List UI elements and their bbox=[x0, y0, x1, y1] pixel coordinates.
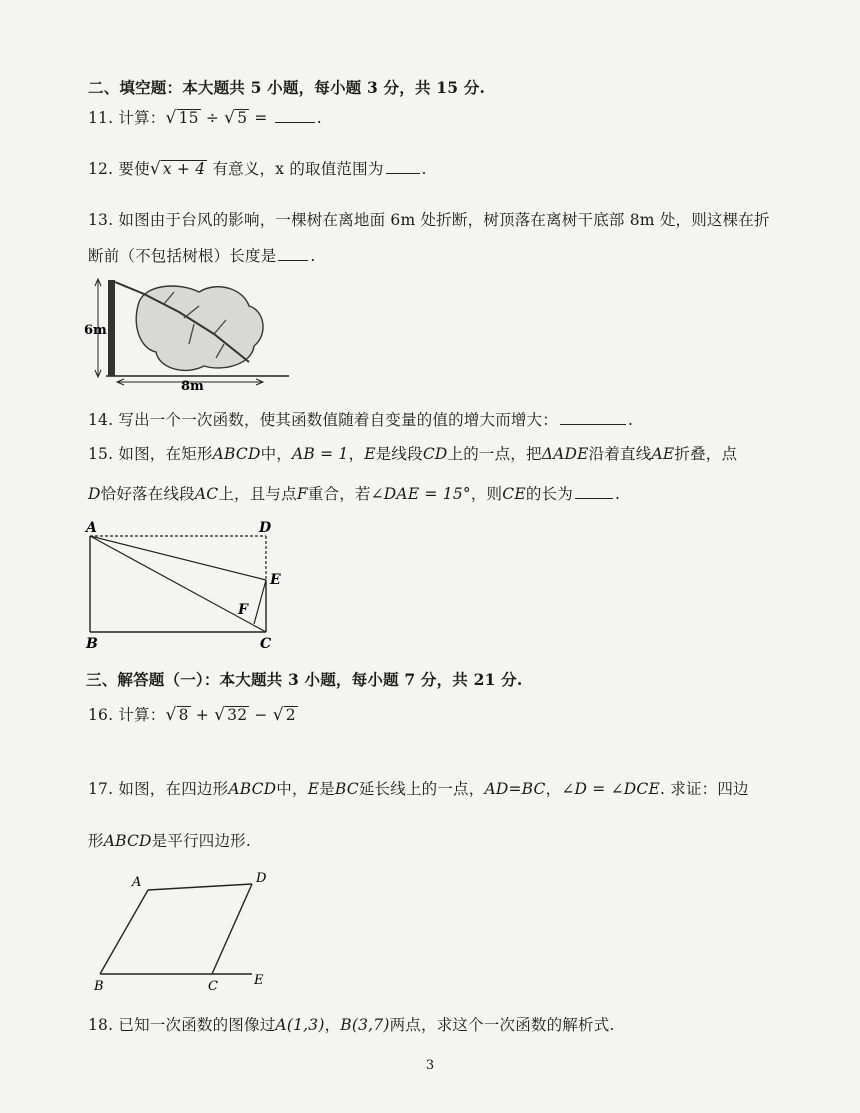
question-number: 18. bbox=[88, 1016, 114, 1034]
page-number: 3 bbox=[425, 1058, 435, 1073]
question-number: 12. bbox=[88, 160, 114, 178]
question-17-line1: 17. 如图，在四边形ABCD中，E是BC延长线上的一点，AD=BC，∠D = ∠DCE. 求证：四边 bbox=[88, 780, 749, 798]
equals: = bbox=[254, 109, 268, 127]
question-number: 11. bbox=[88, 109, 114, 127]
question-text: 断前（不包括树根）长度是 bbox=[88, 247, 277, 265]
answer-blank[interactable] bbox=[560, 423, 626, 425]
question-12 bbox=[88, 157, 427, 179]
side-AD bbox=[148, 884, 252, 890]
question-number: 16. bbox=[88, 706, 114, 724]
radicand: x + 4 bbox=[162, 160, 206, 178]
side-DC bbox=[212, 884, 252, 974]
answer-blank[interactable] bbox=[575, 497, 613, 499]
period: . bbox=[316, 109, 322, 127]
rectangle-fold-figure bbox=[84, 518, 284, 650]
sqrt-symbol: √ bbox=[224, 108, 236, 128]
question-text: 如图由于台风的影响，一棵树在离地面 6m 处折断，树顶落在离树干底部 8m 处，则这棵在折 bbox=[118, 211, 770, 229]
question-16: 16. 计算：√ 8 + √ 32 − √ 2 bbox=[88, 705, 296, 725]
question-14 bbox=[88, 408, 633, 430]
section-heading-solution: 三、解答题（一）：本大题共 3 小题，每小题 7 分，共 21 分. bbox=[86, 670, 523, 689]
answer-blank[interactable] bbox=[278, 259, 308, 261]
label-E: E bbox=[270, 572, 281, 588]
section-heading-fill-in: 二、填空题：本大题共 5 小题，每小题 3 分，共 15 分. bbox=[88, 78, 486, 97]
label-E: E bbox=[254, 973, 264, 988]
label-B: B bbox=[94, 979, 104, 994]
question-prefix: 要使 bbox=[118, 160, 150, 178]
base-label: 8m bbox=[181, 379, 204, 392]
period: . bbox=[421, 160, 427, 178]
label-D: D bbox=[256, 871, 267, 886]
tree-trunk bbox=[108, 280, 115, 376]
operator: ÷ bbox=[205, 109, 220, 127]
height-label: 6m bbox=[84, 323, 107, 338]
question-prefix: 计算： bbox=[118, 109, 166, 127]
radicand: 5 bbox=[237, 109, 248, 127]
question-number: 15. bbox=[88, 445, 114, 463]
question-18: 18. 已知一次函数的图像过A(1,3)，B(3,7)两点，求这个一次函数的解析式. bbox=[88, 1016, 615, 1034]
quadrilateral-figure bbox=[90, 866, 280, 996]
question-text: 写出一个一次函数，使其函数值随着自变量的值的增大而增大： bbox=[118, 411, 559, 429]
radicand: 15 bbox=[178, 109, 199, 127]
period: . bbox=[310, 247, 316, 265]
sqrt-symbol: √ bbox=[165, 108, 177, 128]
question-13-line2 bbox=[88, 244, 316, 266]
label-A: A bbox=[132, 875, 142, 890]
question-15-line2: D恰好落在线段AC上，且与点F重合，若∠DAE = 15°，则CE的长为 . bbox=[88, 485, 621, 503]
sqrt-symbol: √ bbox=[149, 159, 161, 179]
label-C: C bbox=[208, 979, 218, 994]
question-15-line1: 15. 如图，在矩形ABCD中，AB = 1，E是线段CD上的一点，把ΔADE沿着直线AE折叠，点 bbox=[88, 445, 738, 463]
line-EF bbox=[254, 580, 266, 624]
answer-blank[interactable] bbox=[386, 172, 420, 174]
tree-figure bbox=[84, 272, 294, 392]
period: . bbox=[614, 485, 621, 503]
period: . bbox=[628, 411, 634, 429]
question-number: 17. bbox=[88, 780, 114, 798]
label-B: B bbox=[86, 636, 98, 650]
label-C: C bbox=[260, 636, 272, 650]
answer-blank[interactable] bbox=[275, 121, 315, 123]
label-A: A bbox=[86, 520, 97, 536]
line-AE bbox=[90, 536, 266, 580]
question-11 bbox=[88, 106, 322, 128]
question-prefix: 计算： bbox=[118, 706, 166, 724]
question-number: 13. bbox=[88, 211, 114, 229]
question-17-line2: 形ABCD是平行四边形. bbox=[88, 832, 251, 850]
label-D: D bbox=[259, 520, 272, 536]
side-AB bbox=[100, 890, 148, 974]
label-F: F bbox=[238, 602, 248, 618]
question-13-line1 bbox=[88, 208, 770, 230]
question-suffix: 有意义，x 的取值范围为 bbox=[212, 160, 384, 178]
question-number: 14. bbox=[88, 411, 114, 429]
